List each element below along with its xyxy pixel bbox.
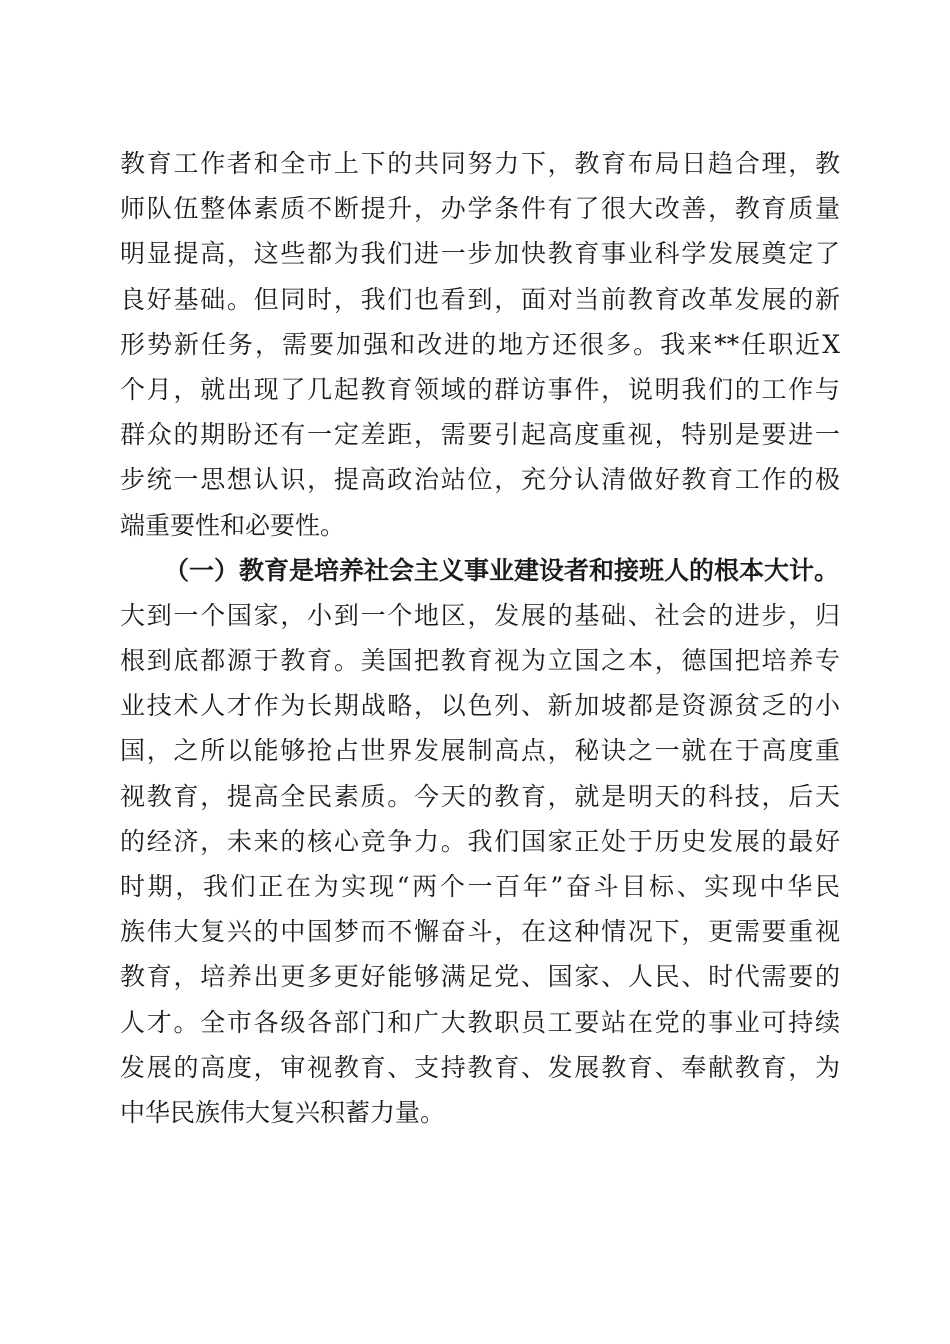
text-line: 业技术人才作为长期战略，以色列、新加坡都是资源贫乏的小 (120, 691, 840, 721)
document-body (120, 141, 840, 1135)
text-line: 形势新任务，需要加强和改进的地方还很多。我来**任职近X (120, 329, 840, 359)
text-line: 群众的期盼还有一定差距，需要引起高度重视，特别是要进一 (120, 420, 840, 450)
text-line: 时期，我们正在为实现“两个一百年”奋斗目标、实现中华民 (120, 872, 840, 901)
text-line: 明显提高，这些都为我们进一步加快教育事业科学发展奠定了 (120, 239, 840, 269)
text-line: 师队伍整体素质不断提升，办学条件有了很大改善，教育质量 (120, 194, 840, 224)
text-line: 大到一个国家，小到一个地区，发展的基础、社会的进步，归 (120, 600, 840, 630)
section-heading: （一）教育是培养社会主义事业建设者和接班人的根本大计。 (164, 555, 840, 585)
text-line: 国，之所以能够抢占世界发展制高点，秘诀之一就在于高度重 (120, 736, 840, 766)
text-line: 个月，就出现了几起教育领域的群访事件，说明我们的工作与 (120, 374, 840, 404)
text-line: 教育工作者和全市上下的共同努力下，教育布局日趋合理，教 (120, 149, 840, 178)
text-line: 族伟大复兴的中国梦而不懈奋斗，在这种情况下，更需要重视 (120, 917, 840, 947)
text-line: 的经济，未来的核心竞争力。我们国家正处于历史发展的最好 (120, 826, 840, 856)
text-line: 人才。全市各级各部门和广大教职员工要站在党的事业可持续 (120, 1007, 840, 1037)
text-line: 发展的高度，审视教育、支持教育、发展教育、奉献教育，为 (120, 1052, 840, 1082)
text-line: 端重要性和必要性。 (120, 510, 346, 540)
text-line: 根到底都源于教育。美国把教育视为立国之本，德国把培养专 (120, 646, 840, 676)
text-line: 教育，培养出更多更好能够满足党、国家、人民、时代需要的 (120, 962, 840, 992)
text-line: 步统一思想认识，提高政治站位，充分认清做好教育工作的极 (120, 465, 840, 495)
text-line: 中华民族伟大复兴积蓄力量。 (120, 1097, 446, 1127)
text-line: 视教育，提高全民素质。今天的教育，就是明天的科技，后天 (120, 781, 840, 811)
text-line: 良好基础。但同时，我们也看到，面对当前教育改革发展的新 (120, 284, 840, 314)
